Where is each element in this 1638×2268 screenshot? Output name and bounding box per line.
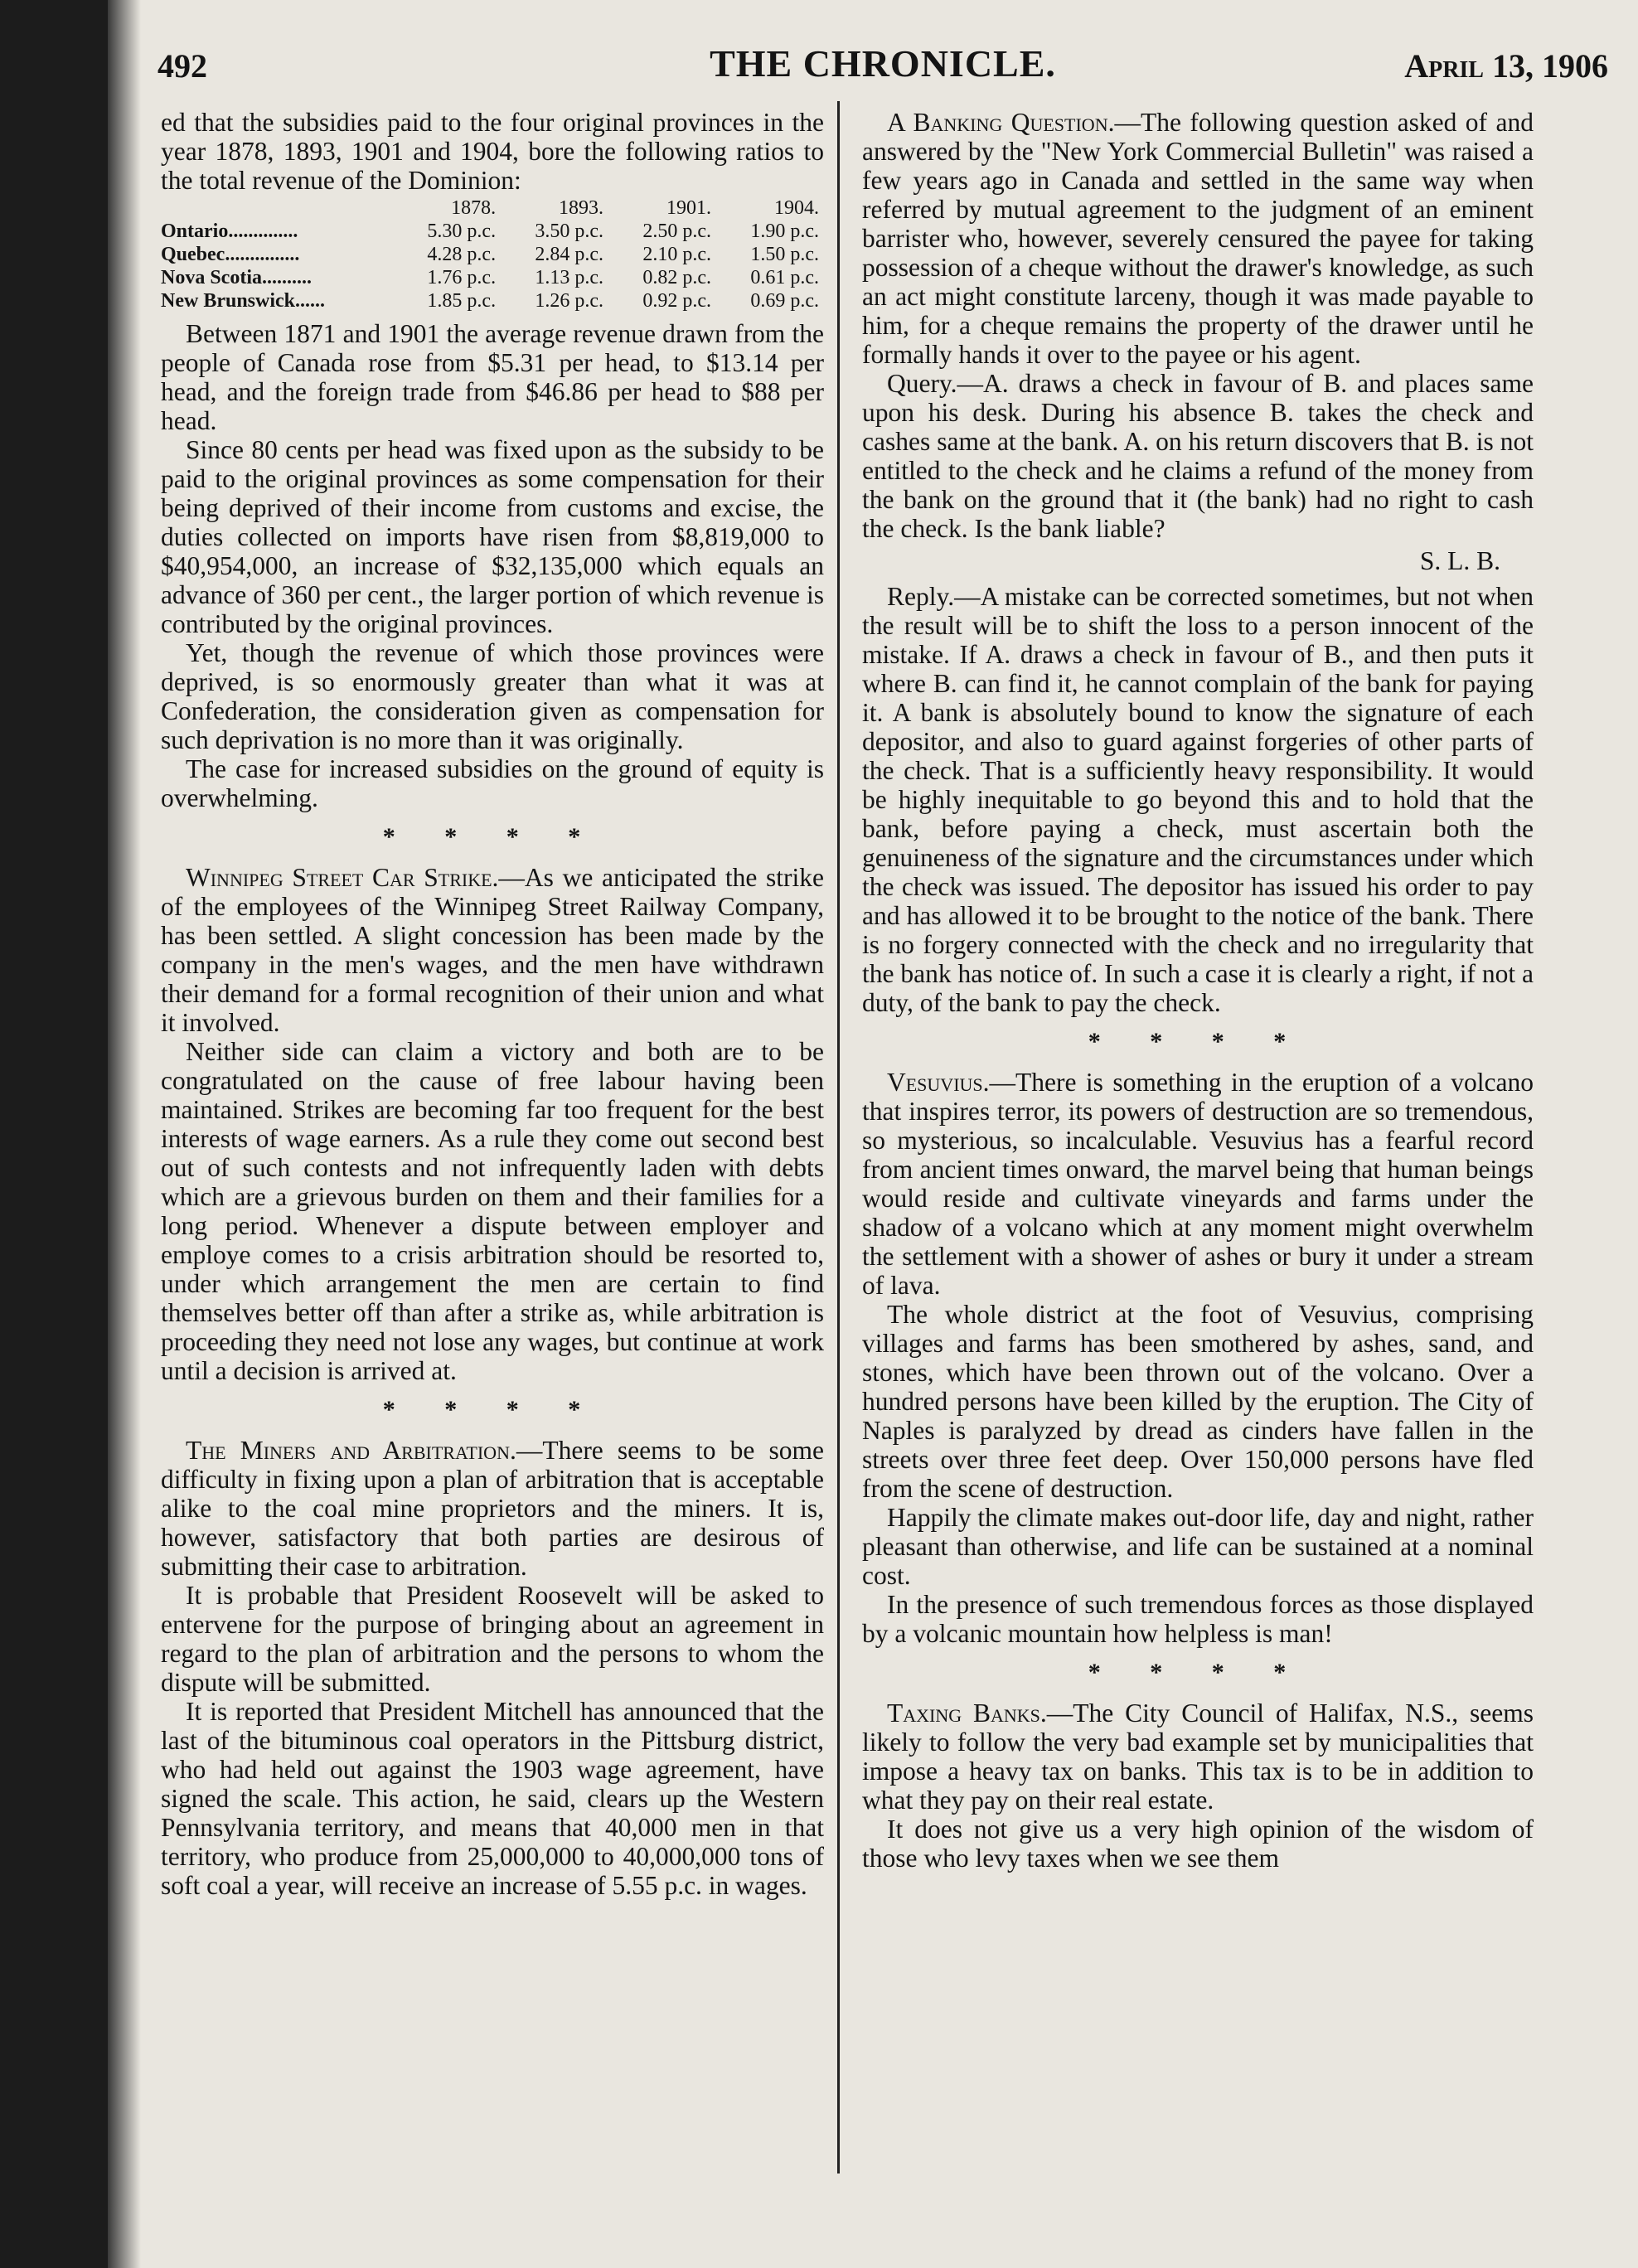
table-header-blank: [161, 196, 393, 220]
province-cell: New Brunswick......: [161, 290, 326, 312]
equity-paragraph: The case for increased subsidies on the ground of equity is overwhelming.: [161, 754, 824, 812]
ratio-cell: 2.10 p.c.: [642, 244, 711, 265]
miners-paragraph-1: [161, 1436, 824, 1581]
ratio-cell: 2.84 p.c.: [535, 244, 604, 265]
ratio-cell: 2.50 p.c.: [642, 220, 711, 242]
winnipeg-paragraph-1: [161, 863, 824, 1037]
table-header: 1893.: [559, 197, 604, 219]
query-signature: S. L. B.: [1419, 546, 1500, 575]
table-row: [161, 220, 824, 243]
left-column: [161, 108, 824, 1900]
section-separator: * * * *: [1088, 1659, 1308, 1686]
column-rule: [837, 101, 840, 2174]
miners-text: —There seems to be some difficulty in fixing upon a plan of arbitration that is acceptable alike to the coal mine proprietors and the miners. It is, however, satisfactory that both parties are desirous of submitting their case to arbitration.: [161, 1436, 824, 1581]
taxing-paragraph-2: It does not give us a very high opinion of the wisdom of those who levy taxes when we see them: [862, 1815, 1534, 1873]
table-header: 1901.: [666, 197, 711, 219]
duties-paragraph: Since 80 cents per head was fixed upon as the subsidy to be paid to the original provinces as some compensation for their being deprived of their income from customs and excise, the duties collected on imports have risen from $8,819,000 to $40,954,000, an increase of $32,135,000 which equals an advance of 360 per cent., the larger portion of which revenue is contributed by the original provinces.: [161, 435, 824, 638]
ratio-cell: 1.13 p.c.: [535, 267, 604, 288]
taxing-paragraph-1: [862, 1699, 1534, 1815]
province-cell: Quebec...............: [161, 244, 300, 265]
table-header-row: [161, 196, 824, 220]
subsidy-ratio-table: [161, 196, 824, 313]
ratio-cell: 5.30 p.c.: [427, 220, 497, 242]
vesuvius-text: —There is something in the eruption of a volcano that inspires terror, its powers of destruction are so tremendous, so mysterious, so incalculable. Vesuvius has a fearful record from ancient times onward, the marvel being that human beings would reside and cultivate vineyards and farms under the shadow of a volcano which at any moment might overwhelm the settlement with a shower of ashes or bury it under a stream of lava.: [862, 1068, 1534, 1300]
ratio-cell: 1.50 p.c.: [750, 244, 819, 265]
vesuvius-paragraph-2: The whole district at the foot of Vesuvius, comprising villages and farms has been smothered by ashes, sand, and stones, which have been thrown out of the volcano. Over a hundred persons have been killed by the eruption. The City of Naples is paralyzed by dread as cinders have fallen in the streets over three feet deep. Over 150,000 persons have fled from the scene of destruction.: [862, 1300, 1534, 1503]
ratio-cell: 0.92 p.c.: [642, 290, 711, 312]
ratio-cell: 0.82 p.c.: [642, 267, 711, 288]
vesuvius-paragraph-1: [862, 1068, 1534, 1300]
table-header: 1904.: [774, 197, 819, 219]
section-separator: * * * *: [382, 823, 603, 850]
ratio-cell: 0.61 p.c.: [750, 267, 819, 288]
vesuvius-heading: Vesuvius.: [887, 1068, 990, 1097]
banking-heading: A Banking Question.: [887, 108, 1115, 137]
miners-heading: The Miners and Arbitration.: [186, 1436, 516, 1465]
table-row: [161, 243, 824, 266]
table-row: [161, 289, 824, 313]
vesuvius-paragraph-3: Happily the climate makes out-door life, day and night, rather pleasant than otherwise, and life can be sustained at a nominal cost.: [862, 1503, 1534, 1590]
revenue-paragraph: Between 1871 and 1901 the average revenue drawn from the people of Canada rose from $5.31 per head, to $13.14 per head, and the foreign trade from $46.86 per head to $88 per head.: [161, 319, 824, 435]
reply-paragraph: Reply.—A mistake can be corrected sometimes, but not when the result will be to shift the loss to a person innocent of the mistake. If A. draws a check in favour of B., and then puts it where B. can find it, he cannot complain of the bank for paying it. A bank is absolutely bound to know the signature of each depositor, and also to guard against forgeries of other parts of the check. That is a sufficiently heavy responsibility. It would be highly inequitable to go beyond this and to hold that the bank, before paying a check, must ascertain both the genuineness of the signature and the circumstances under which the check was issued. The depositor has issued his order to pay and has allowed it to be brought to the notice of the bank. There is no forgery connected with the check and no irregularity that the bank has notice of. In such a case it is clearly a right, if not a duty, of the bank to pay the check.: [862, 582, 1534, 1017]
query-paragraph: Query.—A. draws a check in favour of B. and places same upon his desk. During his absence B. takes the check and cashes same at the bank. A. on his return discovers that B. is not entitled to the check and he claims a refund of the money from the bank on the ground that it (the bank) had no right to cash the check. Is the bank liable?: [862, 369, 1534, 543]
subsidies-intro: ed that the subsidies paid to the four original provinces in the year 1878, 1893, 1901 and 1904, bore the following ratios to the total revenue of the Dominion:: [161, 108, 824, 195]
right-column: [862, 108, 1534, 1873]
vesuvius-paragraph-4: In the presence of such tremendous forces as those displayed by a volcanic mountain how helpless is man!: [862, 1590, 1534, 1648]
taxing-heading: Taxing Banks.: [887, 1699, 1047, 1728]
miners-paragraph-2: It is probable that President Roosevelt will be asked to entervene for the purpose of bringing about an agreement in regard to the plan of arbitration and the persons to whom the dispute will be submitted.: [161, 1581, 824, 1697]
miners-paragraph-3: It is reported that President Mitchell has announced that the last of the bituminous coal operators in the Pittsburg district, who had held out against the 1903 wage agreement, have signed the scale. This action, he said, clears up the Western Pennsylvania territory, and means that 40,000 men in that territory, who produce from 25,000,000 to 40,000,000 tons of soft coal a year, will receive an increase of 5.55 p.c. in wages.: [161, 1697, 824, 1900]
confederation-paragraph: Yet, though the revenue of which those provinces were deprived, is so enormously greater than what it was at Confederation, the consideration given as compensation for such deprivation is no more than it was originally.: [161, 638, 824, 754]
ratio-cell: 3.50 p.c.: [535, 220, 604, 242]
banking-paragraph: [862, 108, 1534, 369]
banking-text: —The following question asked of and answered by the "New York Commercial Bulletin" was raised a few years ago in Canada and settled in the same way when referred by mutual agreement to the judgment of an eminent barrister who, however, severely censured the payee for taking possession of a cheque without the drawer's knowledge, as such an act might constitute larceny, though it was made payable to him, for a cheque remains the property of the drawer until he formally hands it over to the payee or his agent.: [862, 108, 1534, 369]
section-separator: * * * *: [1088, 1028, 1308, 1055]
ratio-cell: 1.90 p.c.: [750, 220, 819, 242]
winnipeg-text: —As we anticipated the strike of the employees of the Winnipeg Street Railway Company, has been settled. A slight concession has been made by the company in the men's wages, and the men have withdrawn their demand for a formal recognition of their union and what it involved.: [161, 863, 824, 1037]
taxing-text: —The City Council of Halifax, N.S., seems likely to follow the very bad example set by municipalities that impose a heavy tax on banks. This tax is to be in addition to what they pay on their real estate.: [862, 1699, 1534, 1815]
binding-shadow: [108, 0, 141, 2268]
ratio-cell: 1.26 p.c.: [535, 290, 604, 312]
page-header: [158, 38, 1608, 88]
table-row: [161, 266, 824, 289]
page-number: 492: [158, 47, 207, 85]
ratio-cell: 0.69 p.c.: [750, 290, 819, 312]
issue-date: April 13, 1906: [1404, 47, 1608, 85]
ratio-cell: 4.28 p.c.: [427, 244, 497, 265]
winnipeg-paragraph-2: Neither side can claim a victory and both are to be congratulated on the cause of free labour having been maintained. Strikes are becoming far too frequent for the best interests of wage earners. As a rule they come out second best out of such contests and not infrequently laden with debts which are a grievous burden on them and their families for a long period. Whenever a dispute between employer and employe comes to a crisis arbitration should be resorted to, under which arrangement the men are certain to find themselves better off than after a strike as, while arbitration is proceeding they need not lose any wages, but continue at work until a decision is arrived at.: [161, 1037, 824, 1385]
ratio-cell: 1.76 p.c.: [427, 267, 497, 288]
province-cell: Ontario..............: [161, 220, 298, 242]
newspaper-page: [108, 0, 1638, 2268]
table-header: 1878.: [451, 197, 497, 219]
ratio-cell: 1.85 p.c.: [427, 290, 497, 312]
section-separator: * * * *: [382, 1396, 603, 1423]
publication-title: THE CHRONICLE.: [710, 42, 1056, 85]
province-cell: Nova Scotia..........: [161, 267, 312, 288]
winnipeg-heading: Winnipeg Street Car Strike.: [186, 863, 499, 892]
